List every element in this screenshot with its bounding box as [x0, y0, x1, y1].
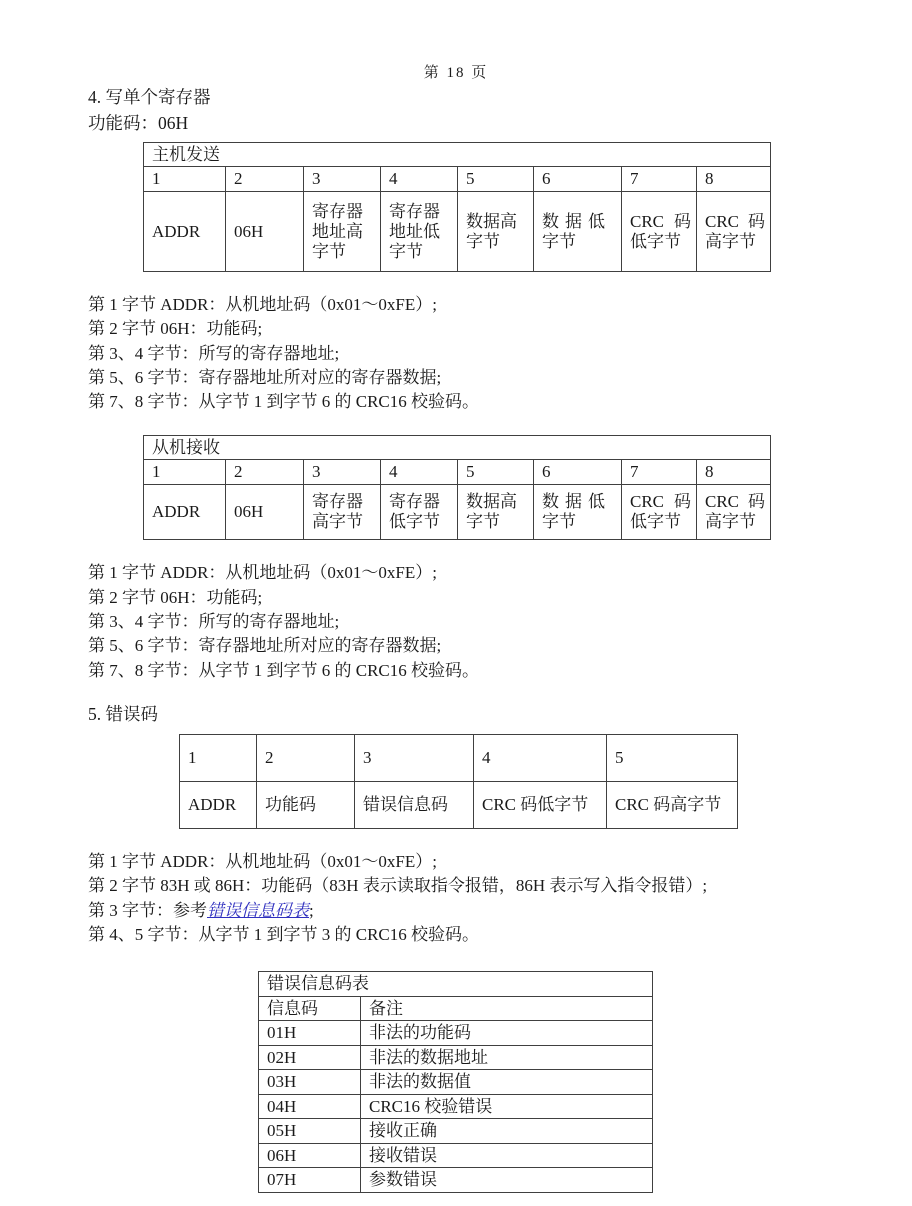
code-cell: 01H — [259, 1021, 361, 1046]
note-line: 第 1 字节 ADDR：从机地址码（0x01～0xFE）; — [88, 563, 437, 583]
col-number-cell: 3 — [304, 460, 381, 485]
remark-cell: 接收错误 — [361, 1143, 653, 1168]
host-notes — [88, 293, 824, 414]
remark-cell: 非法的数据地址 — [361, 1045, 653, 1070]
slave-receive-table — [143, 435, 771, 540]
col-number-cell: 1 — [180, 734, 257, 781]
col-number-cell: 3 — [304, 167, 381, 192]
col-number-cell: 1 — [144, 167, 226, 192]
note-line: 第 1 字节 ADDR：从机地址码（0x01～0xFE）; — [88, 851, 437, 871]
data-cell: 数据低字节 — [534, 192, 622, 272]
column-number-row — [144, 460, 771, 485]
table-row — [259, 1119, 653, 1144]
table-caption-row — [144, 436, 771, 460]
data-cell: 06H — [226, 485, 304, 540]
col-number-cell: 8 — [697, 167, 771, 192]
code-cell: 03H — [259, 1070, 361, 1095]
data-cell: 寄存器低字节 — [381, 485, 458, 540]
data-cell: CRC 码低字节 — [474, 781, 607, 828]
note-line: 第 1 字节 ADDR：从机地址码（0x01～0xFE）; — [88, 295, 437, 314]
data-cell: CRC 码高字节 — [607, 781, 738, 828]
header-cell: 备注 — [361, 996, 653, 1021]
error-table-caption: 错误信息码表 — [259, 972, 653, 997]
col-number-cell: 4 — [474, 734, 607, 781]
data-cell: 数据低字节 — [534, 485, 622, 540]
data-cell: ADDR — [144, 485, 226, 540]
col-number-cell: 4 — [381, 167, 458, 192]
table-row — [259, 1094, 653, 1119]
section4-heading: 4. 写单个寄存器 — [88, 87, 211, 107]
col-number-cell: 1 — [144, 460, 226, 485]
note-line-with-link — [88, 899, 824, 923]
code-cell: 07H — [259, 1168, 361, 1193]
host-send-table — [143, 142, 771, 272]
remark-cell: 参数错误 — [361, 1168, 653, 1193]
note-line: 第 3、4 字节：所写的寄存器地址; — [88, 612, 340, 632]
code-cell: 02H — [259, 1045, 361, 1070]
note-line: 第 2 字节 06H：功能码; — [88, 319, 263, 339]
remark-cell: 接收正确 — [361, 1119, 653, 1144]
data-cell: 数据高字节 — [458, 485, 534, 540]
remark-cell: 非法的功能码 — [361, 1021, 653, 1046]
data-cell: 寄存器地址高字节 — [304, 192, 381, 272]
col-number-cell: 6 — [534, 167, 622, 192]
col-number-cell: 6 — [534, 460, 622, 485]
data-cell: 寄存器高字节 — [304, 485, 381, 540]
table-caption-row — [144, 143, 771, 167]
col-number-cell: 2 — [226, 167, 304, 192]
data-cell: 06H — [226, 192, 304, 272]
byte-definition-row — [144, 485, 771, 540]
note-text: ; — [309, 900, 314, 920]
data-cell: ADDR — [144, 192, 226, 272]
data-cell: 功能码 — [257, 781, 355, 828]
note-line: 第 5、6 字节：寄存器地址所对应的寄存器数据; — [88, 367, 442, 387]
function-code-line: 功能码：06H — [88, 113, 189, 133]
byte-definition-row — [144, 192, 771, 272]
byte-definition-row — [180, 781, 738, 828]
note-line: 第 2 字节 06H：功能码; — [88, 587, 263, 607]
note-line: 第 2 字节 83H 或 86H：功能码（83H 表示读取指令报错，86H 表示写入指令报错）; — [88, 876, 708, 896]
section5-heading: 5. 错误码 — [88, 703, 158, 724]
data-cell: 数据高字节 — [458, 192, 534, 272]
col-number-cell: 4 — [381, 460, 458, 485]
host-table-caption: 主机发送 — [144, 143, 771, 167]
slave-table-caption: 从机接收 — [144, 436, 771, 460]
table-row — [259, 1045, 653, 1070]
error-frame-table — [179, 734, 738, 829]
note-line: 第 5、6 字节：寄存器地址所对应的寄存器数据; — [88, 636, 442, 656]
slave-notes — [88, 561, 824, 682]
data-cell: CRC 码低字节 — [622, 192, 697, 272]
col-number-cell: 8 — [697, 460, 771, 485]
header-cell: 信息码 — [259, 996, 361, 1021]
table-header-row — [259, 996, 653, 1021]
error-notes — [88, 850, 824, 947]
table-row — [259, 1021, 653, 1046]
col-number-cell: 5 — [458, 460, 534, 485]
table-row — [259, 1168, 653, 1193]
data-cell: 错误信息码 — [355, 781, 474, 828]
data-cell: CRC 码高字节 — [697, 192, 771, 272]
data-cell: CRC 码高字节 — [697, 485, 771, 540]
note-text: 第 3 字节：参考 — [88, 900, 207, 920]
error-info-table-link[interactable]: 错误信息码表 — [207, 900, 309, 920]
code-cell: 05H — [259, 1119, 361, 1144]
col-number-cell: 5 — [607, 734, 738, 781]
col-number-cell: 2 — [257, 734, 355, 781]
col-number-cell: 7 — [622, 460, 697, 485]
page-number: 第 18 页 — [423, 65, 489, 81]
column-number-row — [180, 734, 738, 781]
col-number-cell: 5 — [458, 167, 534, 192]
data-cell: CRC 码低字节 — [622, 485, 697, 540]
data-cell: ADDR — [180, 781, 257, 828]
col-number-cell: 3 — [355, 734, 474, 781]
code-cell: 06H — [259, 1143, 361, 1168]
col-number-cell: 2 — [226, 460, 304, 485]
note-line: 第 7、8 字节：从字节 1 到字节 6 的 CRC16 校验码。 — [88, 392, 480, 412]
note-line: 第 3、4 字节：所写的寄存器地址; — [88, 343, 340, 363]
code-cell: 04H — [259, 1094, 361, 1119]
col-number-cell: 7 — [622, 167, 697, 192]
table-row — [259, 1070, 653, 1095]
remark-cell: 非法的数据值 — [361, 1070, 653, 1095]
note-line: 第 4、5 字节：从字节 1 到字节 3 的 CRC16 校验码。 — [88, 924, 480, 944]
column-number-row — [144, 167, 771, 192]
remark-cell: CRC16 校验错误 — [361, 1094, 653, 1119]
error-code-table — [258, 971, 653, 1193]
table-caption-row — [259, 972, 653, 997]
note-line: 第 7、8 字节：从字节 1 到字节 6 的 CRC16 校验码。 — [88, 660, 480, 680]
data-cell: 寄存器地址低字节 — [381, 192, 458, 272]
table-row — [259, 1143, 653, 1168]
